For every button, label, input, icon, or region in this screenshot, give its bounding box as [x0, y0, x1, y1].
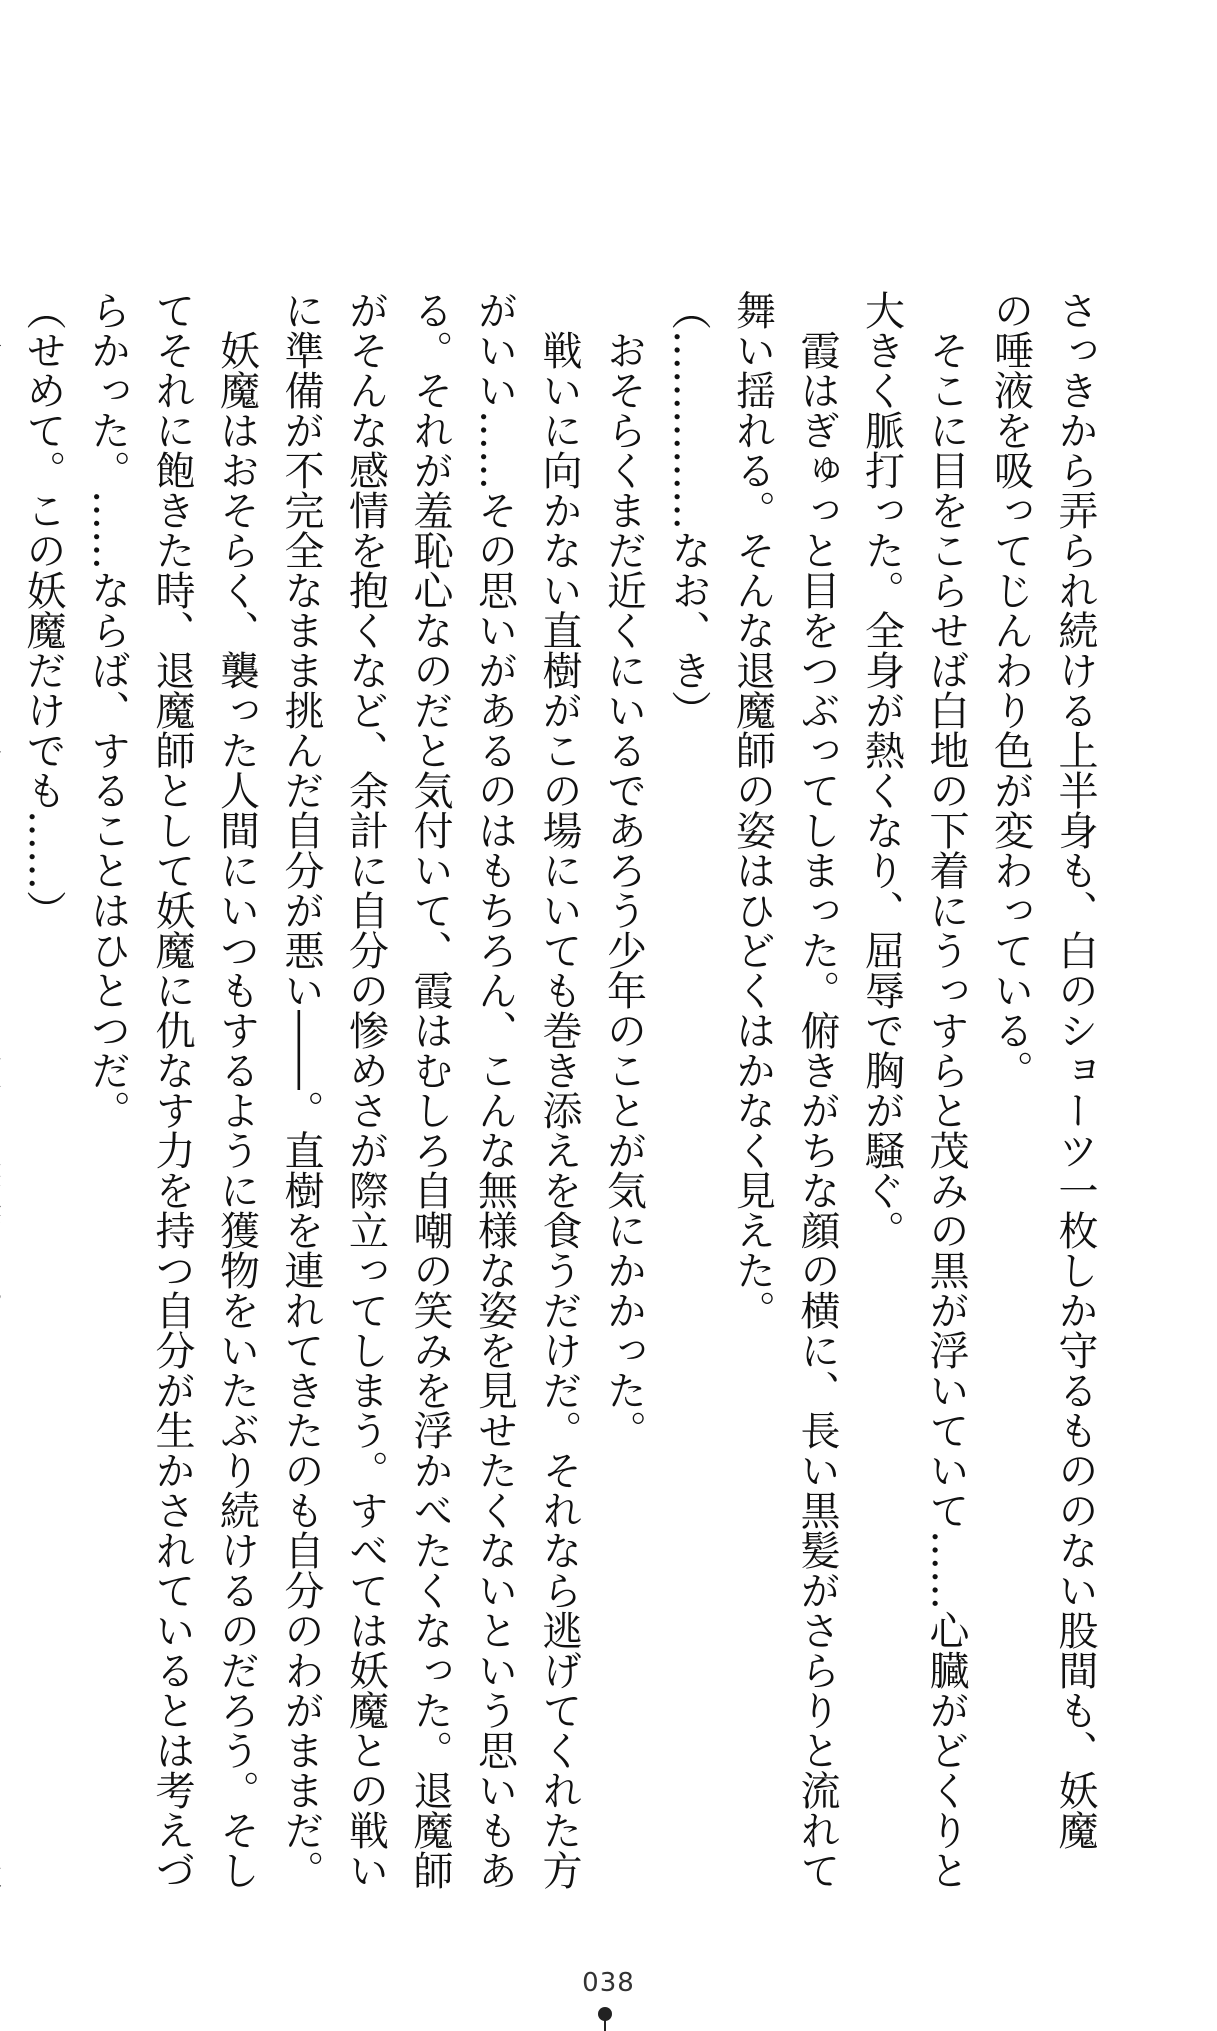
- text-line: おそらくまだ近くにいるであろう少年のことが気にかかった。: [600, 290, 647, 1450]
- text-line: そこに目をこらせば白地の下着にうっすらと茂みの黒が浮いていて……心臓がどくりと: [923, 290, 969, 1890]
- text-line: （せめて。この妖魔だけでも……）: [20, 290, 66, 930]
- text-line: てそれに飽きた時、退魔師として妖魔に仇なす力を持つ自分が生かされているとは考えづ: [149, 290, 195, 1890]
- text-line: る。それが羞恥心なのだと気付いて、霞はむしろ自嘲の笑みを浮かべたくなった。退魔師: [407, 290, 453, 1890]
- text-line: に準備が不完全なまま挑んだ自分が悪い――。直樹を連れてきたのも自分のわがままだ。: [278, 290, 324, 1890]
- page-number: 038: [582, 1968, 635, 1998]
- text-line: 戦いに向かない直樹がこの場にいても巻き添えを食うだけだ。それなら逃げてくれた方: [536, 290, 582, 1890]
- text-line: らかった。……ならば、することはひとつだ。: [84, 290, 131, 1130]
- text-line: 霞はぎゅっと目をつぶってしまった。俯きがちな顔の横に、長い黒髪がさらりと流れて: [794, 290, 840, 1890]
- vertical-text-body: [20, 290, 1107, 1890]
- text-line: がいい……その思いがあるのはもちろん、こんな無様な姿を見せたくないという思いもあ: [471, 290, 518, 1890]
- text-line: がそんな感情を抱くなど、余計に自分の惨めさが際立ってしまう。すべては妖魔との戦い: [342, 290, 389, 1890]
- text-line: 妖魔はおそらく、襲った人間にいつもするように獲物をいたぶり続けるのだろう。そし: [213, 290, 260, 1890]
- text-line: さっきから弄られ続ける上半身も、白のショーツ一枚しか守るもののない股間も、妖魔: [1052, 290, 1098, 1850]
- text-line: （……………なお、き）: [665, 290, 711, 730]
- text-line: [0, 290, 11, 1720]
- text-line: 舞い揺れる。そんな退魔師の姿はひどくはかなく見えた。: [729, 290, 776, 1330]
- text-line: 大きく脈打った。全身が熱くなり、屈辱で胸が騒ぐ。: [858, 290, 905, 1250]
- text-line: の唾液を吸ってじんわり色が変わっている。: [987, 290, 1034, 1090]
- page-marker-stem: [604, 2019, 606, 2031]
